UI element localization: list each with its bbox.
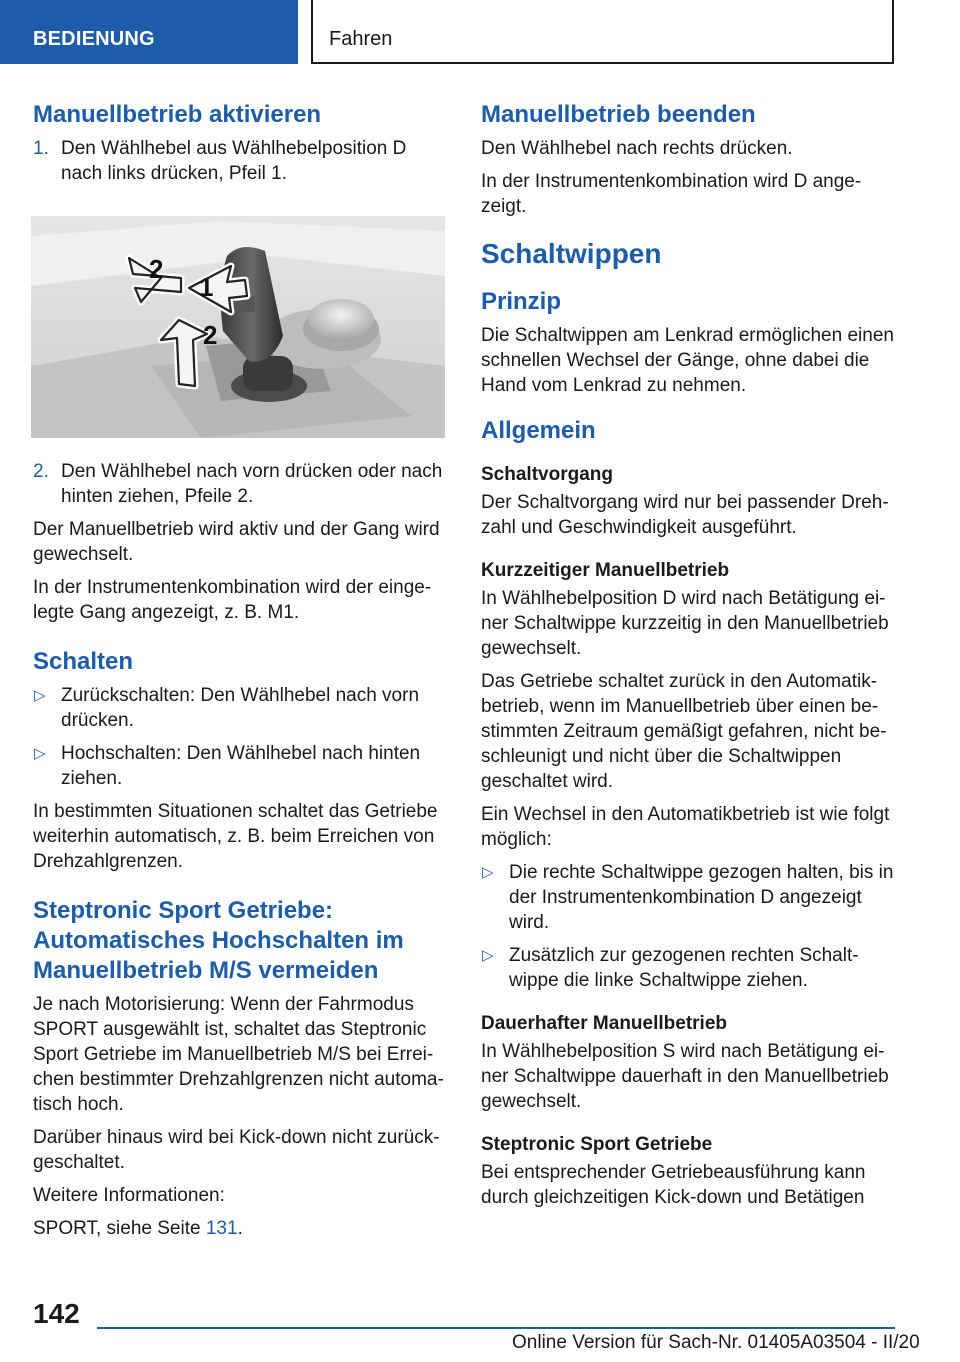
step-item (33, 136, 445, 186)
list-item-text: Zurückschalten: Den Wählhebel nach vorn drücken. (61, 685, 420, 731)
list-item (481, 943, 899, 993)
reference-text: SPORT, siehe Seite (33, 1218, 206, 1239)
heading-steptronic-upshift: Steptronic Sport Getriebe: Automatisches Hochschalten im Manuellbetrieb M/S vermeiden (33, 897, 404, 984)
bullet-triangle-icon: ▷ (482, 864, 494, 881)
paragraph: Je nach Motorisierung: Wenn der Fahrmodus SPORT ausgewählt ist, schaltet das Steptronic Sport Getriebe im Manuellbetrieb M/S bei Errei-chen bestimmter Drehzahlgrenzen nicht automa-tisch hoch. (33, 994, 444, 1115)
figure-label-1: 1 (199, 272, 214, 302)
figure-label-2-bottom: 2 (203, 320, 218, 350)
paragraph: In bestimmten Situationen schaltet das Getriebe weiterhin automatisch, z. B. beim Erreichen von Drehzahlgrenzen. (33, 801, 438, 872)
paragraph: In der Instrumentenkombination wird der einge-legte Gang angezeigt, z. B. M1. (33, 577, 432, 623)
list-item-text: Die rechte Schaltwippe gezogen halten, bis in der Instrumentenkombination D angezeigt wird. (509, 862, 894, 933)
step-number: 2. (33, 461, 49, 482)
paragraph: Der Manuellbetrieb wird aktiv und der Gang wird gewechselt. (33, 519, 440, 565)
paragraph: Das Getriebe schaltet zurück in den Automatik-betrieb, wenn im Manuellbetrieb über einen be-stimmten Zeitraum gemäßigt gefahren, nicht be-schleunigt und nicht über die Schaltwippen geschaltet wird. (481, 671, 887, 792)
paragraph: Den Wählhebel nach rechts drücken. (481, 138, 793, 159)
subheading-steptronic-sport: Steptronic Sport Getriebe (481, 1134, 713, 1155)
section-tab[interactable]: BEDIENUNG (0, 0, 298, 64)
cross-reference (33, 1216, 445, 1241)
paragraph: Weitere Informationen: (33, 1185, 225, 1206)
footer-version-text: Online Version für Sach-Nr. 01405A03504 - II/20 (512, 1332, 920, 1353)
paragraph: Die Schaltwippen am Lenkrad ermöglichen einen schnellen Wechsel der Gänge, ohne dabei die Hand vom Lenkrad zu nehmen. (481, 325, 894, 396)
footer-divider (97, 1327, 895, 1329)
gear-lever-illustration (31, 216, 445, 438)
right-column (481, 100, 899, 1218)
paragraph: In der Instrumentenkombination wird D ange-zeigt. (481, 171, 862, 217)
paragraph: Ein Wechsel in den Automatikbetrieb ist wie folgt möglich: (481, 804, 890, 850)
bullet-triangle-icon: ▷ (34, 687, 46, 704)
page-number: 142 (33, 1298, 80, 1329)
heading-principle: Prinzip (481, 288, 562, 315)
paragraph: In Wählhebelposition D wird nach Betätigung ei-ner Schaltwippe kurzzeitig in den Manuellbetrieb gewechselt. (481, 588, 889, 659)
bullet-triangle-icon: ▷ (34, 745, 46, 762)
chapter-title: Fahren (311, 0, 894, 64)
left-column (33, 100, 445, 1249)
figure-label-2-top: 2 (149, 254, 164, 284)
page-link[interactable]: 131 (205, 1218, 238, 1239)
subheading-shift-process: Schaltvorgang (481, 464, 613, 485)
paragraph: Darüber hinaus wird bei Kick-down nicht zurück-geschaltet. (33, 1127, 440, 1173)
subheading-permanent-manual: Dauerhafter Manuellbetrieb (481, 1013, 727, 1034)
subheading-short-manual: Kurzzeitiger Manuellbetrieb (481, 560, 730, 581)
list-item-text: Zusätzlich zur gezogenen rechten Schalt-wippe die linke Schaltwippe ziehen. (509, 945, 859, 991)
reference-end: . (237, 1218, 243, 1239)
paragraph: Der Schaltvorgang wird nur bei passender Dreh-zahl und Geschwindigkeit ausgeführt. (481, 492, 889, 538)
step-text: Den Wählhebel nach vorn drücken oder nach hinten ziehen, Pfeile 2. (61, 461, 443, 507)
step-text: Den Wählhebel aus Wählhebelposition D nach links drücken, Pfeil 1. (61, 138, 407, 184)
list-item (33, 741, 445, 791)
list-item (33, 683, 445, 733)
heading-shift-paddles: Schaltwippen (481, 238, 662, 269)
heading-end-manual: Manuellbetrieb beenden (481, 101, 756, 128)
heading-shifting: Schalten (33, 648, 134, 675)
step-number: 1. (33, 138, 49, 159)
heading-activate-manual: Manuellbetrieb aktivieren (33, 101, 322, 128)
list-item (481, 860, 899, 935)
bullet-triangle-icon: ▷ (482, 947, 494, 964)
heading-general: Allgemein (481, 417, 596, 444)
paragraph: In Wählhebelposition S wird nach Betätigung ei-ner Schaltwippe dauerhaft in den Manuellbetrieb gewechselt. (481, 1041, 889, 1112)
paragraph: Bei entsprechender Getriebeausführung kann durch gleichzeitigen Kick-down und Betätigen (481, 1162, 866, 1208)
step-item (33, 459, 445, 509)
list-item-text: Hochschalten: Den Wählhebel nach hinten ziehen. (61, 743, 421, 789)
